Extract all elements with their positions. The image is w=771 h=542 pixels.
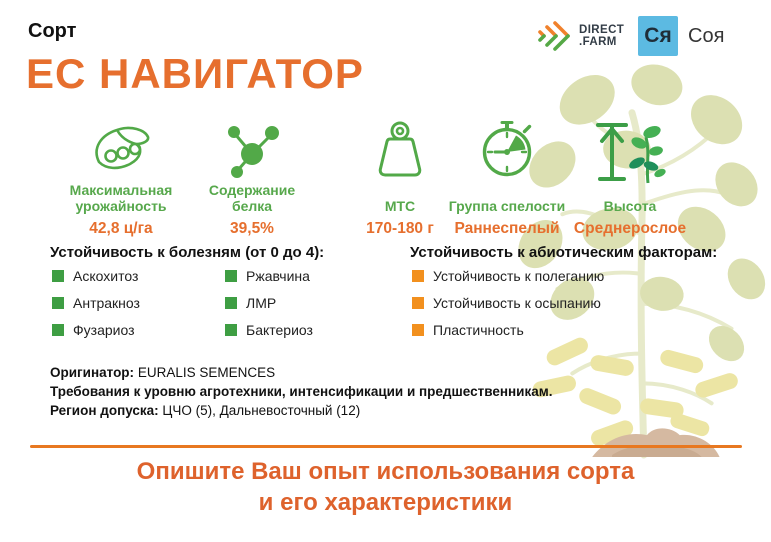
stat-value: 39,5% xyxy=(230,220,274,237)
variety-title: ЕС НАВИГАТОР xyxy=(26,50,364,97)
stat-value: Раннеспелый xyxy=(454,220,560,237)
disease-item xyxy=(52,268,138,284)
disease-label: Фузариоз xyxy=(73,322,135,338)
abiotic-item xyxy=(412,295,601,311)
green-square-bullet-icon xyxy=(225,324,237,336)
stat-value: Среднерослое xyxy=(573,220,687,237)
abiotic-item xyxy=(412,322,524,338)
disease-resistance-heading: Устойчивость к болезням (от 0 до 4): xyxy=(50,244,325,261)
region-label: Регион допуска: xyxy=(50,403,159,418)
green-square-bullet-icon xyxy=(52,297,64,309)
abiotic-resistance-heading: Устойчивость к абиотическим факторам: xyxy=(410,244,718,261)
pea-pod-icon xyxy=(79,120,163,178)
stat-seed-weight xyxy=(340,120,460,238)
disease-label: Ржавчина xyxy=(246,268,310,284)
stopwatch-icon xyxy=(476,120,538,178)
disease-label: Аскохитоз xyxy=(73,268,139,284)
direct-farm-wordmark xyxy=(579,24,624,48)
disease-label: ЛМР xyxy=(246,295,277,311)
disease-item xyxy=(225,295,276,311)
stat-label: Максимальная урожайность xyxy=(69,182,173,214)
cta-text xyxy=(0,456,771,518)
crop-badge xyxy=(638,16,724,56)
variety-details xyxy=(50,363,552,420)
stat-label: Группа спелости xyxy=(448,197,566,214)
page-kicker: Сорт xyxy=(28,20,77,42)
orange-square-bullet-icon xyxy=(412,324,424,336)
protein-molecule-icon xyxy=(222,120,282,178)
green-square-bullet-icon xyxy=(52,324,64,336)
brand-line2: .FARM xyxy=(579,36,617,48)
stat-protein xyxy=(191,120,313,238)
stat-max-yield xyxy=(41,120,201,238)
cta-line2: и его характеристики xyxy=(258,489,513,516)
stat-label: МТС xyxy=(384,197,416,214)
requirements-text: Требования к уровню агротехники, интенсификации и предшественникам. xyxy=(50,384,553,399)
orange-square-bullet-icon xyxy=(412,297,424,309)
stat-label: Содержание белка xyxy=(208,182,296,214)
stat-height xyxy=(549,120,711,238)
stat-value: 42,8 ц/га xyxy=(89,220,153,237)
orange-square-bullet-icon xyxy=(412,270,424,282)
abiotic-label: Пластичность xyxy=(433,322,524,338)
weight-icon xyxy=(368,120,432,178)
abiotic-item xyxy=(412,268,604,284)
direct-farm-logo xyxy=(536,20,624,52)
disease-item xyxy=(52,322,135,338)
disease-item xyxy=(225,268,310,284)
originator-line xyxy=(50,363,552,382)
disease-label: Антракноз xyxy=(73,295,140,311)
region-value: ЦЧО (5), Дальневосточный (12) xyxy=(158,403,361,418)
abiotic-label: Устойчивость к полеганию xyxy=(433,268,605,284)
crop-abbr-tile: Ся xyxy=(638,16,678,56)
disease-item xyxy=(52,295,140,311)
disease-item xyxy=(225,322,313,338)
orange-divider xyxy=(30,445,742,448)
brand-line1: DIRECT xyxy=(579,24,625,36)
cta-line1: Опишите Ваш опыт использования сорта xyxy=(136,458,635,485)
region-line xyxy=(50,401,552,420)
abiotic-label: Устойчивость к осыпанию xyxy=(433,295,601,311)
green-square-bullet-icon xyxy=(52,270,64,282)
disease-label: Бактериоз xyxy=(246,322,313,338)
crop-name-label: Соя xyxy=(688,24,725,47)
stat-value: 170-180 г xyxy=(366,220,434,237)
originator-value: EURALIS SEMENCES xyxy=(134,365,276,380)
green-square-bullet-icon xyxy=(225,297,237,309)
requirements-line xyxy=(50,382,552,401)
originator-label: Оригинатор: xyxy=(50,365,135,380)
stat-label: Высота xyxy=(603,197,657,214)
green-square-bullet-icon xyxy=(225,270,237,282)
direct-farm-chevrons-icon xyxy=(536,20,572,52)
plant-height-icon xyxy=(592,120,668,178)
